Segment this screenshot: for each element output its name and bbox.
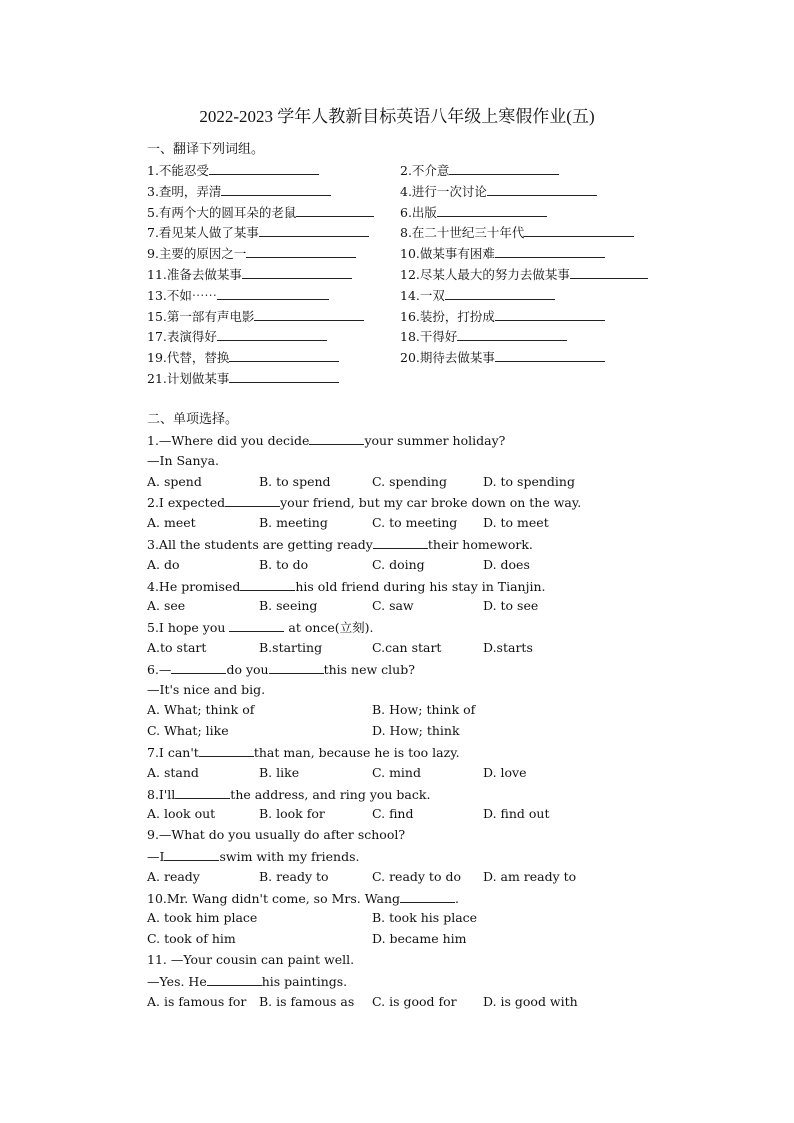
question-text: at once(立刻). [284,620,374,636]
question-line [147,578,546,595]
option-a[interactable]: A. look out [147,806,216,822]
translation-item [147,370,339,387]
answer-blank[interactable] [495,245,605,258]
question-line [147,744,460,761]
answer-blank[interactable] [209,162,319,175]
question-text: 6.— [147,661,172,677]
answer-blank[interactable] [570,266,648,279]
question-text: —In Sanya. [147,452,220,468]
question-text: 11. —Your cousin can paint well. [147,952,355,967]
section-2-heading: 二、单项选择。 [147,412,239,427]
option-b[interactable]: B. took his place [372,910,478,926]
option-d[interactable]: D. am ready to [483,868,577,884]
translation-item-text: 17.表演得好 [147,329,217,345]
translation-item-text: 12.尽某人最大的努力去做某事 [400,267,570,282]
answer-blank[interactable] [171,661,226,674]
translation-item-text: 2.不介意 [400,163,450,178]
translation-item [400,204,547,221]
question-line [147,453,219,469]
answer-blank[interactable] [221,183,331,196]
translation-item [147,328,327,345]
answer-blank[interactable] [242,266,352,279]
question-text: 10.Mr. Wang didn't come, so Mrs. Wang [147,890,400,906]
answer-blank[interactable] [240,578,295,591]
translation-item [400,245,605,262]
question-line [147,494,581,511]
option-b[interactable]: B. is famous as [259,993,355,1009]
translation-item-text: 10.做某事有困难 [400,246,495,262]
question-line [147,848,359,865]
option-a[interactable]: A.to start [147,640,207,655]
answer-blank[interactable] [217,328,327,341]
translation-item [400,349,605,366]
option-b[interactable]: B. to spend [259,473,331,489]
question-text: 1.—Where did you decide [147,433,310,448]
question-line [147,890,459,907]
option-d[interactable]: D. is good with [483,993,578,1009]
translation-item-text: 7.看见某人做了某事 [147,225,259,241]
translation-item [147,287,329,304]
question-text: 5.I hope you [147,620,230,636]
translation-item [400,266,648,283]
answer-blank[interactable] [495,349,605,362]
question-text: 4.He promised [147,578,241,594]
option-c[interactable]: C. saw [372,598,414,614]
answer-blank[interactable] [309,432,364,445]
option-c[interactable]: C. mind [372,764,421,780]
option-a[interactable]: A. is famous for [147,993,247,1009]
option-d[interactable]: D.starts [483,640,533,655]
answer-blank[interactable] [225,494,280,507]
page-title: 2022-2023 学年人教新目标英语八年级上寒假作业(五) [199,107,595,126]
option-b[interactable]: B. ready to [259,868,329,884]
option-a[interactable]: A. took him place [147,910,258,926]
question-text: do you [226,661,269,677]
option-d[interactable]: D. became him [372,931,467,947]
answer-blank[interactable] [199,744,254,757]
translation-item [400,183,597,200]
answer-blank[interactable] [259,224,369,237]
option-b[interactable]: B. like [259,764,300,780]
option-c[interactable]: C. ready to do [372,868,461,884]
answer-blank[interactable] [457,328,567,341]
question-text: —Yes. He [147,973,207,989]
option-d[interactable]: D. find out [483,806,550,822]
option-c[interactable]: C. What; like [147,723,229,739]
option-c[interactable]: C. spending [372,473,447,489]
answer-blank[interactable] [217,287,329,300]
option-a[interactable]: A. stand [147,764,199,780]
question-line [147,661,415,678]
translation-item-text: 6.出版 [400,204,437,220]
question-text: swim with my friends. [219,849,360,864]
option-b[interactable]: B. How; think of [372,702,476,718]
translation-item-text: 21.计划做某事 [147,371,230,386]
option-c[interactable]: C.can start [372,640,442,655]
question-line [147,827,405,843]
question-text: —I [147,849,165,864]
question-text: 9.—What do you usually do after school? [147,827,406,843]
option-b[interactable]: B. seeing [259,598,318,614]
translation-item-text: 20.期待去做某事 [400,350,495,366]
option-c[interactable]: C. to meeting [372,515,458,531]
answer-blank[interactable] [254,308,364,321]
translation-item-text: 11.准备去做某事 [147,267,242,282]
translation-item-text: 9.主要的原因之一 [147,246,247,262]
option-d[interactable]: D. love [483,764,527,780]
option-a[interactable]: A. do [147,556,180,572]
question-text: that man, because he is too lazy. [253,745,460,760]
question-text: 8.I'll [147,786,176,802]
translation-item [400,308,605,325]
translation-item-text: 13.不如⋯⋯ [147,287,217,303]
translation-item-text: 19.代替，替换 [147,350,230,366]
answer-blank[interactable] [229,370,339,383]
question-text: —It's nice and big. [147,681,266,697]
answer-blank[interactable] [246,245,356,258]
answer-blank[interactable] [373,536,428,549]
translation-item-text: 14.一双 [400,287,445,303]
answer-blank[interactable] [487,183,597,196]
translation-item-text: 4.进行一次讨论 [400,183,487,199]
translation-item [147,349,339,366]
question-text: 7.I can't [147,745,199,760]
translation-item-text: 16.装扮，打扮成 [400,308,495,324]
answer-blank[interactable] [495,308,605,321]
translation-item [147,162,319,179]
option-d[interactable]: D. to spending [483,473,575,489]
question-line [147,432,505,449]
answer-blank[interactable] [229,349,339,362]
option-c[interactable]: C. is good for [372,993,457,1009]
answer-blank[interactable] [164,848,219,861]
option-c[interactable]: C. doing [372,556,425,572]
option-a[interactable]: A. What; think of [147,702,255,718]
question-text: 2.I expected [147,495,226,511]
answer-blank[interactable] [229,619,284,632]
question-text: their homework. [427,537,533,552]
question-text: this new club? [323,661,415,677]
option-a[interactable]: A. meet [147,515,196,531]
translation-item-text: 1.不能忍受 [147,163,209,178]
translation-item [400,224,634,241]
answer-blank[interactable] [449,162,559,175]
option-d[interactable]: D. does [483,556,530,572]
translation-item [147,308,364,325]
question-text: . [455,890,459,906]
option-b[interactable]: B. to do [259,556,309,572]
section-1-heading: 一、翻译下列词组。 [147,142,265,157]
option-b[interactable]: B. look for [259,806,325,822]
answer-blank[interactable] [296,204,374,217]
question-text: the address, and ring you back. [230,786,431,802]
translation-item [400,328,567,345]
answer-blank[interactable] [269,661,324,674]
answer-blank[interactable] [524,224,634,237]
translation-item [147,266,352,283]
answer-blank[interactable] [437,204,547,217]
question-text: his old friend during his stay in Tianjin. [295,578,546,594]
translation-item-text: 18.干得好 [400,329,458,345]
option-d[interactable]: D. How; think [372,723,460,739]
option-b[interactable]: B. meeting [259,515,328,531]
question-line [147,619,374,636]
translation-item-text: 5.有两个大的圆耳朵的老鼠 [147,204,297,220]
answer-blank[interactable] [207,973,262,986]
translation-item [147,224,369,241]
translation-item [147,183,331,200]
question-line [147,786,430,803]
option-a[interactable]: A. ready [147,868,200,884]
translation-item [400,287,555,304]
question-text: 3.All the students are getting ready [147,537,373,552]
translation-item-text: 3.查明，弄清 [147,183,222,199]
answer-blank[interactable] [175,786,230,799]
translation-item-text: 15.第一部有声电影 [147,308,255,324]
question-text: your friend, but my car broke down on the way. [280,495,582,511]
option-c[interactable]: C. took of him [147,931,236,947]
question-text: your summer holiday? [364,433,506,448]
question-line [147,536,533,553]
question-text: his paintings. [261,973,348,989]
translation-item [400,162,559,179]
answer-blank[interactable] [400,890,455,903]
answer-blank[interactable] [445,287,555,300]
question-line [147,682,265,698]
translation-item [147,245,356,262]
translation-item [147,204,374,221]
translation-item-text: 8.在二十世纪三十年代 [400,225,525,241]
option-c[interactable]: C. find [372,806,414,822]
question-line [147,973,347,990]
option-d[interactable]: D. to see [483,598,539,614]
option-a[interactable]: A. see [147,598,186,614]
question-line [147,952,354,968]
option-b[interactable]: B.starting [259,640,323,655]
option-a[interactable]: A. spend [147,473,202,489]
option-d[interactable]: D. to meet [483,515,549,531]
